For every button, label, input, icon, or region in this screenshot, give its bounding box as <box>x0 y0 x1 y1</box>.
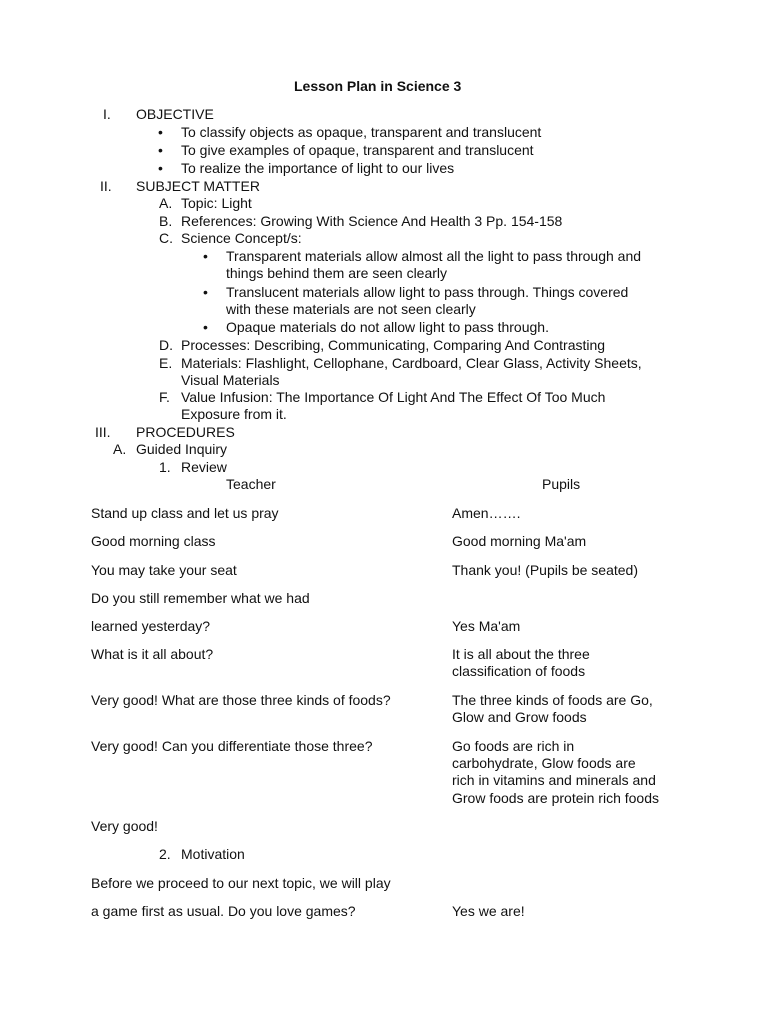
subject-references: References: Growing With Science And Health 3 Pp. 154-158 <box>181 213 563 229</box>
pupil-line: The three kinds of foods are Go, <box>452 692 653 708</box>
subject-topic: Topic: Light <box>181 195 252 211</box>
section-heading-subject-matter: SUBJECT MATTER <box>136 178 260 194</box>
list-letter: E. <box>159 355 173 371</box>
teacher-line: Very good! <box>91 818 158 834</box>
pupil-line: rich in vitamins and minerals and <box>452 772 656 788</box>
list-letter: A. <box>159 195 173 211</box>
section-number: I. <box>103 106 111 122</box>
pupil-line: Yes we are! <box>452 903 525 919</box>
section-heading-objective: OBJECTIVE <box>136 106 214 122</box>
concept-line: Translucent materials allow light to pass through. Things covered <box>226 284 629 300</box>
concept-line: Opaque materials do not allow light to pass through. <box>226 319 549 335</box>
section-heading-procedures: PROCEDURES <box>136 424 235 440</box>
motivation-heading: Motivation <box>181 846 245 862</box>
pupil-line: Glow and Grow foods <box>452 709 587 725</box>
list-number: 1. <box>159 459 171 475</box>
list-letter: C. <box>159 230 173 246</box>
list-letter: D. <box>159 337 173 353</box>
list-letter: F. <box>159 389 170 405</box>
pupil-line: It is all about the three <box>452 646 590 662</box>
bullet-icon: • <box>203 248 208 264</box>
subject-materials: Materials: Flashlight, Cellophane, Cardboard, Clear Glass, Activity Sheets, <box>181 355 642 371</box>
pupil-line: Grow foods are protein rich foods <box>452 790 659 806</box>
concept-line: things behind them are seen clearly <box>226 265 448 281</box>
pupil-line: Go foods are rich in <box>452 738 575 754</box>
subject-value-infusion: Value Infusion: The Importance Of Light And The Effect Of Too Much <box>181 389 606 405</box>
pupil-line: carbohydrate, Glow foods are <box>452 755 636 771</box>
bullet-icon: • <box>158 142 163 158</box>
teacher-line: Do you still remember what we had <box>91 590 310 606</box>
teacher-line: Very good! Can you differentiate those three? <box>91 738 373 754</box>
list-letter: B. <box>159 213 173 229</box>
teacher-line: a game first as usual. Do you love games? <box>91 903 356 919</box>
teacher-line: Good morning class <box>91 533 216 549</box>
column-header-teacher: Teacher <box>226 476 276 492</box>
page-title: Lesson Plan in Science 3 <box>294 78 462 94</box>
review-heading: Review <box>181 459 227 475</box>
list-letter: A. <box>113 441 127 457</box>
teacher-line: What is it all about? <box>91 646 214 662</box>
teacher-line: Before we proceed to our next topic, we will play <box>91 875 391 891</box>
objective-item: To realize the importance of light to our lives <box>181 160 455 176</box>
pupil-line: Good morning Ma'am <box>452 533 587 549</box>
objective-item: To give examples of opaque, transparent and translucent <box>181 142 534 158</box>
column-header-pupils: Pupils <box>542 476 581 492</box>
guided-inquiry-heading: Guided Inquiry <box>136 441 228 457</box>
pupil-line: classification of foods <box>452 663 586 679</box>
subject-processes: Processes: Describing, Communicating, Comparing And Contrasting <box>181 337 606 353</box>
concept-line: Transparent materials allow almost all the light to pass through and <box>226 248 642 264</box>
pupil-line: Thank you! (Pupils be seated) <box>452 562 638 578</box>
bullet-icon: • <box>203 319 208 335</box>
pupil-line: Yes Ma'am <box>452 618 521 634</box>
subject-materials-cont: Visual Materials <box>181 372 280 388</box>
bullet-icon: • <box>158 124 163 140</box>
concept-line: with these materials are not seen clearly <box>226 301 476 317</box>
section-number: II. <box>100 178 112 194</box>
objective-item: To classify objects as opaque, transparent and translucent <box>181 124 542 140</box>
teacher-line: learned yesterday? <box>91 618 211 634</box>
list-number: 2. <box>159 846 171 862</box>
bullet-icon: • <box>203 284 208 300</box>
subject-concepts-label: Science Concept/s: <box>181 230 302 246</box>
pupil-line: Amen……. <box>452 505 521 521</box>
section-number: III. <box>95 424 111 440</box>
subject-value-infusion-cont: Exposure from it. <box>181 406 287 422</box>
teacher-line: You may take your seat <box>91 562 237 578</box>
teacher-line: Very good! What are those three kinds of foods? <box>91 692 391 708</box>
teacher-line: Stand up class and let us pray <box>91 505 279 521</box>
bullet-icon: • <box>158 160 163 176</box>
